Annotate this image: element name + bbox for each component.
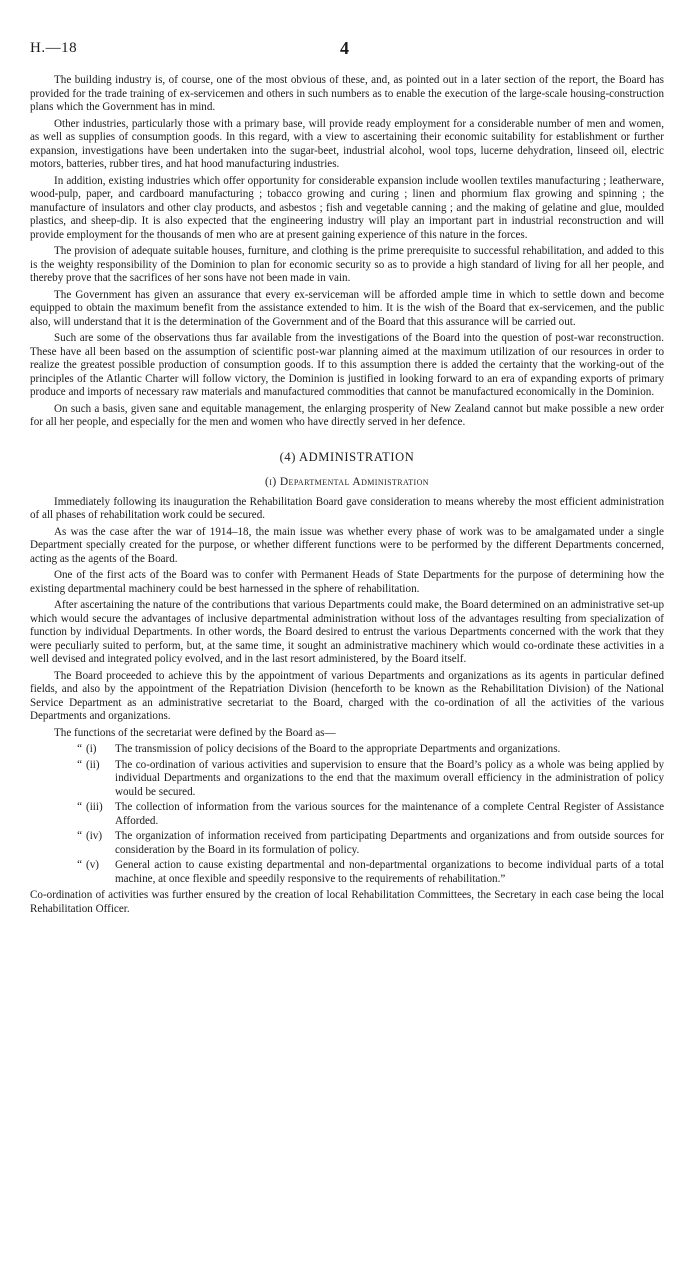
page-header: [30, 40, 664, 60]
paragraph: The Board proceeded to achieve this by the appointment of various Departments and organizations as its agents in particular defined fields, and also by the appointment of the Repatriation Division (henceforth to be known as the Rehabilitation Division) of the National Service Department as an administrative secretariat to the Board, charged with the co-ordination of all the activities of the various Departments and organizations.: [30, 669, 664, 722]
list-item: [30, 830, 664, 857]
item-text: The organization of information received from participating Departments and organizations and from outside sources for consideration by the Board in its formulation of policy.: [115, 830, 664, 856]
paragraph: After ascertaining the nature of the contributions that various Departments could make, the Board determined on an administrative set-up which would secure the advantages of inclusive departmental administration without loss of the advantages resulting from specialization of function by individual Departments. In other words, the Board desired to entrust the various Departments concerned with the work that they were peculiarly suited to perform, but, at the same time, it sought an administrative machinery which would co-ordinate these activities in a well devised and integrated policy evolved, and in the last resort administered, by the Board itself.: [30, 599, 664, 665]
paragraph: On such a basis, given sane and equitable management, the enlarging prosperity of New Zealand cannot but make possible a new order for all her people, and especially for the men and women who have directly served in her defence.: [30, 402, 664, 428]
item-number: (iv): [86, 830, 103, 842]
document-reference: H.—18: [30, 40, 78, 56]
paragraph: In addition, existing industries which offer opportunity for considerable expansion include woollen textiles manufacturing ; leatherware, wood-pulp, paper, and cardboard manufacturing ; tobacco growing and curing ; linen and phormium flax growing and spinning ; the manufacture of insulators and other clay products, and asbestos ; fish and vegetable canning ; and the making of gelatine and glue, moulded plastics, and sheep-dip. It is also expected that the engineering industry will play an important part in industrial reconstruction and will provide employment for the thousands of men who are at present gaining experience of this nature in the forces.: [30, 174, 664, 241]
paragraph: As was the case after the war of 1914–18, the main issue was whether every phase of work was to be amalgamated under a single Department specially created for the purpose, or whether different functions were to be performed by the different Departments concerned, acting as the agents of the Board.: [30, 525, 664, 565]
item-text: The collection of information from the various sources for the maintenance of a complete Central Register of Assistance Afforded.: [115, 801, 664, 827]
paragraph: Such are some of the observations thus far available from the investigations of the Board into the question of post-war reconstruction. These have all been based on the assumption of scientific post-war planning aimed at the maximum utilization of our resources in order to realize the greatest possible production of consumption goods. If to this assumption there is added the certainty that the working-out of the principles of the Atlantic Charter will follow victory, the Dominion is justified in looking forward to an era of expanding exports of primary produce and imports of necessary raw materials and manufactured commodities that cannot be manufactured economically in the Dominion.: [30, 332, 664, 398]
document-body: [30, 74, 664, 919]
list-item: [30, 801, 664, 828]
paragraph: Immediately following its inauguration the Rehabilitation Board gave consideration to means whereby the most efficient administration of all phases of rehabilitation work could be secured.: [30, 495, 664, 521]
quote-mark: “: [77, 743, 82, 755]
item-number: (ii): [86, 758, 100, 771]
paragraph: Other industries, particularly those with a primary base, will provide ready employment for a considerable number of men and women, as well as supplies of consumption goods. In this regard, with a view to ascertaining their economic suitability for establishment or further expansion, investigations have been undertaken into the sugar-beet, industrial alcohol, wool tops, lucerne dehydration, linseed oil, electric motors, batteries, rubber tires, and hat hood manufacturing industries.: [30, 117, 664, 170]
paragraph: The Government has given an assurance that every ex-serviceman will be afforded ample time in which to settle down and become equipped to obtain the maximum benefit from the assistance extended to him. It is the wish of the Board that ex-servicemen, and the public also, will understand that it is the determination of the Government and of the Board that this assurance will be carried out.: [30, 288, 664, 328]
list-item: [30, 743, 664, 757]
paragraph: The building industry is, of course, one of the most obvious of these, and, as pointed out in a later section of the report, the Board has provided for the trade training of ex-servicemen and others in such numbers as to enable the execution of the large-scale housing-construction plans which the Government has in mind.: [30, 74, 664, 113]
paragraph: The provision of adequate suitable houses, furniture, and clothing is the prime prerequisite to successful rehabilitation, and added to this is the weighty responsibility of the Dominion to plan for economic security so as to provide a high standard of living for all her people, and thereby prove that the sacrifices of her sons have not been made in vain.: [30, 245, 664, 284]
item-text: General action to cause existing departmental and non-departmental organizations to become individual parts of a total machine, at once flexible and speedily responsive to the requirements of rehabilitation.”: [115, 859, 664, 885]
quote-mark: “: [77, 859, 82, 871]
reconstruction-section: [30, 74, 664, 430]
functions-list: [30, 743, 664, 886]
item-text: The co-ordination of various activities and supervision to ensure that the Board’s policy as a whole was being applied by individual Departments and organizations to the end that the maximum overall efficiency in the administration of policy would be secured.: [115, 758, 664, 798]
item-number: (iii): [86, 801, 103, 813]
section-title: (4) ADMINISTRATION: [279, 449, 415, 464]
quote-mark: “: [77, 830, 82, 842]
item-number: (i): [86, 743, 97, 755]
quote-mark: “: [77, 758, 82, 771]
quote-mark: “: [77, 801, 82, 813]
administration-section: [30, 496, 664, 741]
sub-title: (i) Departmental Administration: [265, 476, 429, 488]
closing-paragraph: Co-ordination of activities was further ensured by the creation of local Rehabilitation Committees, the Secretary in each case being the local Rehabilitation Officer.: [30, 889, 664, 915]
list-item: [30, 859, 664, 886]
page-number: 4: [340, 38, 349, 58]
item-number: (v): [86, 859, 99, 871]
item-text: The transmission of policy decisions of the Board to the appropriate Departments and organizations.: [115, 743, 561, 755]
paragraph: The functions of the secretariat were defined by the Board as—: [54, 726, 336, 739]
list-item: [30, 759, 664, 800]
paragraph: One of the first acts of the Board was to confer with Permanent Heads of State Departments for the purpose of determining how the existing departmental machinery could be best harnessed in the sphere of rehabilitation.: [30, 569, 664, 595]
